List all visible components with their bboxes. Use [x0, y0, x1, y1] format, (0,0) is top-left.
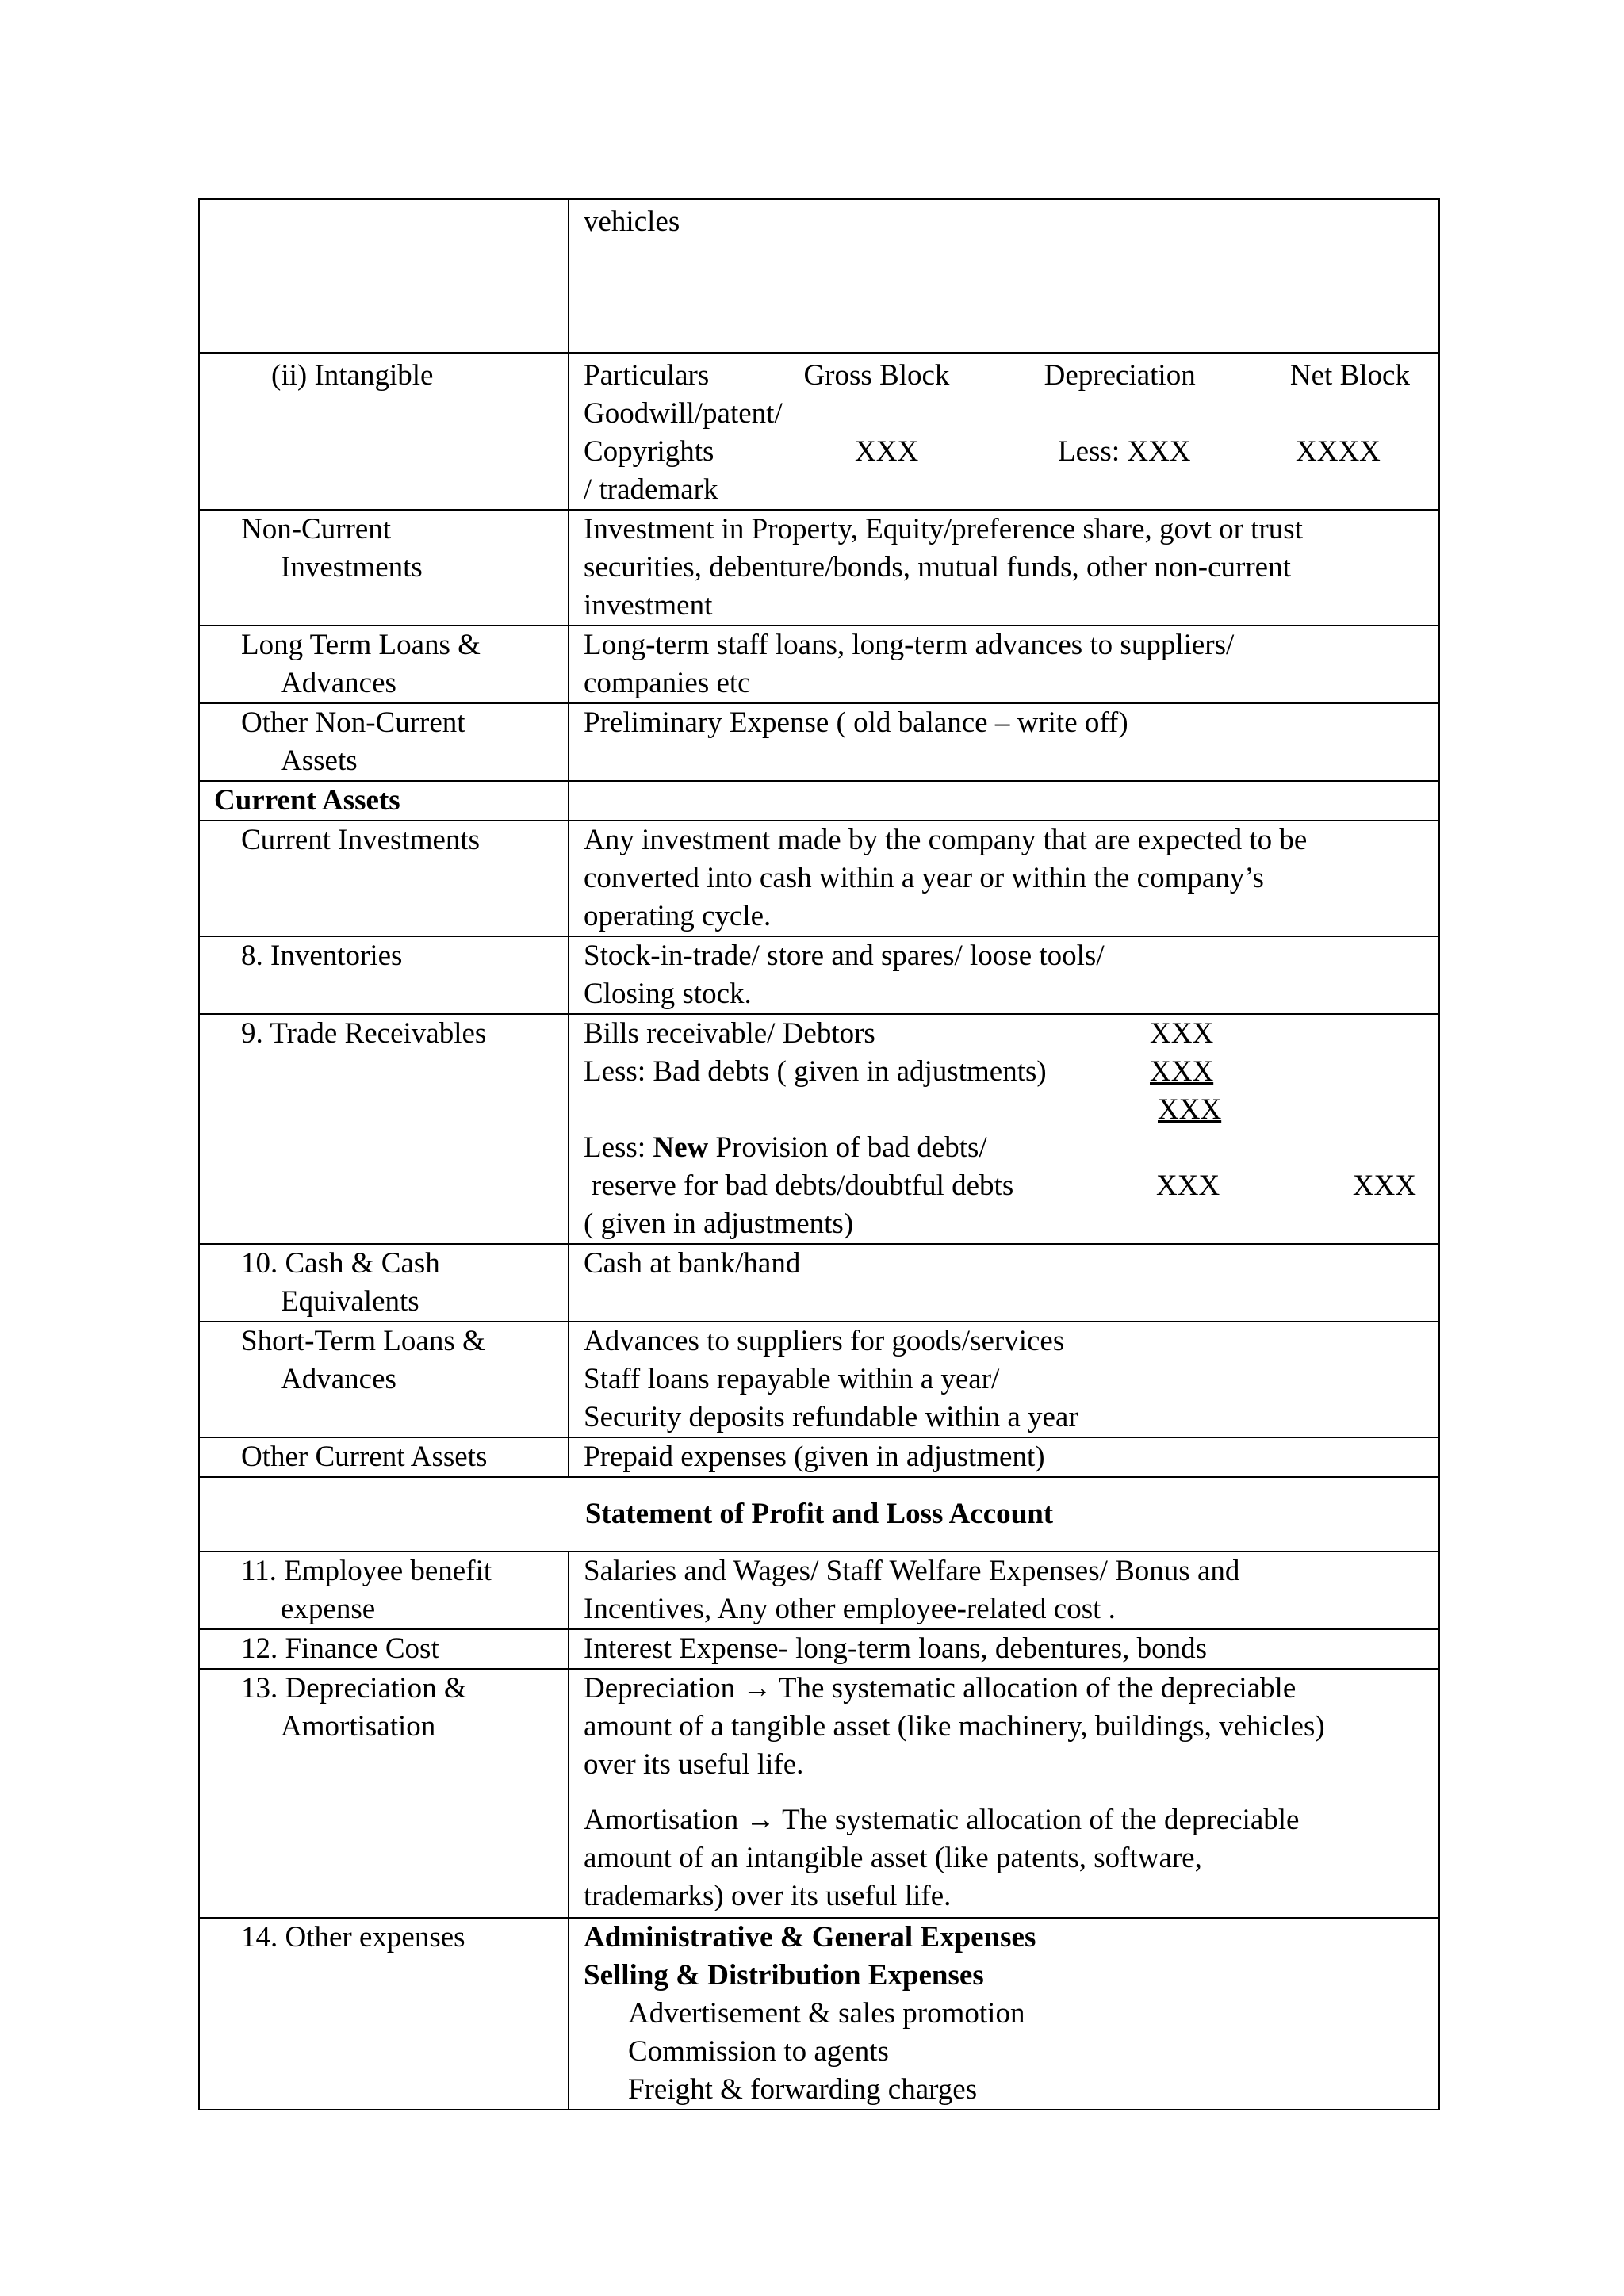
table-row [199, 626, 1439, 703]
detail-text: ( given in adjustments) [584, 1207, 854, 1240]
detail-cell [569, 1437, 1439, 1477]
tr-line [584, 1129, 1416, 1167]
detail-text: reserve for bad debts/doubtful debts [592, 1169, 1014, 1202]
col-particulars: Particulars [584, 359, 710, 392]
detail-text: amount of a tangible asset (like machinery, buildings, vehicles) [584, 1710, 1325, 1743]
subtotal-amount: XXX [1158, 1093, 1222, 1126]
row-label: Non-Current [241, 513, 392, 545]
row-label: 8. Inventories [241, 939, 403, 972]
detail-text: Staff loans repayable within a year/ [584, 1363, 1000, 1395]
table-row [199, 1669, 1439, 1918]
detail-cell [569, 1629, 1439, 1669]
detail-text: over its useful life. [584, 1748, 804, 1781]
amount: XXX [1150, 1017, 1214, 1050]
label-cell [199, 1322, 569, 1437]
detail-heading: Selling & Distribution Expenses [584, 1959, 984, 1992]
row-label-cont: Equivalents [281, 1285, 419, 1318]
detail-text-bold: New [653, 1131, 709, 1164]
detail-cell [569, 821, 1439, 936]
detail-text: Less: [584, 1131, 653, 1164]
table-row [199, 936, 1439, 1014]
detail-text: Goodwill/patent/ [584, 397, 783, 430]
label-cell [199, 1669, 569, 1918]
col-net-block: Net Block [1289, 359, 1410, 392]
detail-cell [569, 1322, 1439, 1437]
detail-text: Stock-in-trade/ store and spares/ loose tools/ [584, 939, 1105, 972]
detail-text: companies etc [584, 667, 751, 699]
table-row [199, 1477, 1439, 1552]
table-row [199, 1918, 1439, 2110]
detail-cell [569, 626, 1439, 703]
col-gross-block: Gross Block [803, 359, 950, 392]
detail-text: trademarks) over its useful life. [584, 1880, 952, 1912]
intangible-values [584, 433, 1410, 471]
row-label-cont: Advances [281, 1363, 396, 1395]
table-row [199, 199, 1439, 353]
label-cell [199, 703, 569, 781]
detail-text: Security deposits refundable within a year [584, 1401, 1078, 1433]
section-heading [199, 1477, 1439, 1552]
row-label: Short-Term Loans & [241, 1325, 485, 1357]
detail-text: Any investment made by the company that are expected to be [584, 824, 1308, 856]
detail-text: Bills receivable/ Debtors [584, 1017, 875, 1050]
row-label: 11. Employee benefit [241, 1555, 492, 1587]
table-row [199, 1014, 1439, 1244]
detail-text: Amortisation → The systematic allocation of the depreciable [584, 1804, 1300, 1836]
detail-cell [569, 781, 1439, 821]
detail-text: Investment in Property, Equity/preference share, govt or trust [584, 513, 1303, 545]
detail-text: Long-term staff loans, long-term advances to suppliers/ [584, 629, 1235, 661]
tr-line [584, 1015, 1416, 1053]
row-label: 10. Cash & Cash [241, 1247, 440, 1280]
row-label: Current Investments [241, 824, 481, 856]
detail-cell [569, 936, 1439, 1014]
label-cell [199, 626, 569, 703]
row-label-cont: expense [281, 1593, 376, 1625]
detail-cell [569, 1014, 1439, 1244]
detail-text: amount of an intangible asset (like patents, software, [584, 1842, 1202, 1874]
row-label: 9. Trade Receivables [241, 1017, 487, 1050]
row-label: 14. Other expenses [241, 1921, 465, 1954]
row-label: Other Non-Current [241, 706, 465, 739]
detail-text: Advances to suppliers for goods/services [584, 1325, 1065, 1357]
label-cell [199, 1014, 569, 1244]
detail-cell [569, 199, 1439, 353]
detail-text: Less: Bad debts ( given in adjustments) [584, 1055, 1047, 1088]
detail-text: Prepaid expenses (given in adjustment) [584, 1441, 1045, 1473]
label-cell [199, 199, 569, 353]
amount: XXX [1352, 1169, 1416, 1202]
detail-cell [569, 1918, 1439, 2110]
list-item: Advertisement & sales promotion [628, 1997, 1025, 2030]
detail-text: Incentives, Any other employee-related cost . [584, 1593, 1116, 1625]
table-row [199, 1629, 1439, 1669]
tr-line [584, 1091, 1416, 1129]
detail-cell [569, 1669, 1439, 1918]
pl-heading: Statement of Profit and Loss Account [584, 1498, 1054, 1530]
detail-text: Provision of bad debts/ [708, 1131, 987, 1164]
table-row [199, 821, 1439, 936]
label-cell [199, 1244, 569, 1322]
list-item: Freight & forwarding charges [628, 2073, 978, 2106]
net-value: XXXX [1296, 435, 1381, 468]
table-row [199, 1244, 1439, 1322]
detail-cell [569, 1244, 1439, 1322]
detail-text: Preliminary Expense ( old balance – write off) [584, 706, 1128, 739]
detail-text: Depreciation → The systematic allocation of the depreciable [584, 1672, 1297, 1705]
detail-heading: Administrative & General Expenses [584, 1921, 1036, 1954]
table-row [199, 703, 1439, 781]
detail-text: securities, debenture/bonds, mutual funds, other non-current [584, 551, 1291, 584]
label-cell [199, 1552, 569, 1629]
label-cell [199, 821, 569, 936]
label-cell [199, 1918, 569, 2110]
row-label: Long Term Loans & [241, 629, 481, 661]
tr-line [584, 1167, 1416, 1205]
col-depreciation: Depreciation [1044, 359, 1196, 392]
detail-text: Interest Expense- long-term loans, debentures, bonds [584, 1632, 1208, 1665]
label-cell [199, 936, 569, 1014]
amount: XXX [1156, 1169, 1220, 1202]
row-label-cont: Advances [281, 667, 396, 699]
section-heading: Current Assets [199, 781, 569, 821]
item-name: Copyrights [584, 435, 714, 468]
detail-text: Salaries and Wages/ Staff Welfare Expenses/ Bonus and [584, 1555, 1240, 1587]
intangible-header [584, 357, 1410, 395]
table-row [199, 510, 1439, 626]
tr-line [584, 1053, 1416, 1091]
table-row [199, 1552, 1439, 1629]
detail-text: Closing stock. [584, 978, 752, 1010]
table-row [199, 781, 1439, 821]
table-row [199, 353, 1439, 510]
detail-text: converted into cash within a year or within the company’s [584, 862, 1264, 894]
amount: XXX [1150, 1055, 1214, 1088]
label-cell [199, 1437, 569, 1477]
detail-text: Cash at bank/hand [584, 1247, 801, 1280]
depreciation-value: Less: XXX [1058, 435, 1191, 468]
row-label: 12. Finance Cost [241, 1632, 439, 1665]
detail-text: operating cycle. [584, 900, 772, 932]
detail-cell [569, 1552, 1439, 1629]
list-item: Commission to agents [628, 2035, 889, 2068]
detail-cell [569, 510, 1439, 626]
detail-text: investment [584, 589, 713, 622]
label-cell [199, 510, 569, 626]
detail-cell [569, 353, 1439, 510]
table-row [199, 1322, 1439, 1437]
detail-cell [569, 703, 1439, 781]
row-label-cont: Amortisation [281, 1710, 436, 1743]
gross-value: XXX [855, 435, 919, 468]
row-label: (ii) Intangible [271, 359, 434, 392]
detail-text: vehicles [584, 205, 680, 238]
label-cell [199, 353, 569, 510]
table-row [199, 1437, 1439, 1477]
detail-text: / trademark [584, 473, 718, 506]
row-label: 13. Depreciation & [241, 1672, 467, 1705]
row-label-cont: Assets [281, 744, 358, 777]
classification-table [198, 198, 1440, 2110]
row-label: Other Current Assets [241, 1441, 488, 1473]
row-label-cont: Investments [281, 551, 423, 584]
label-cell [199, 1629, 569, 1669]
